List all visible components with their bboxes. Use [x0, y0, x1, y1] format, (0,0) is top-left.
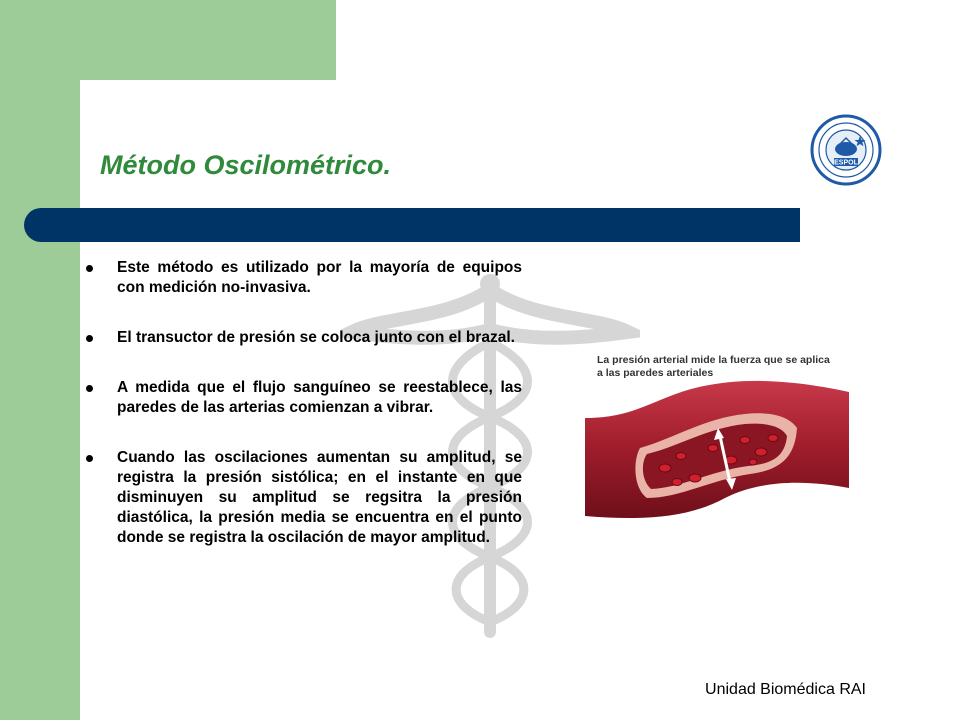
espol-seal-icon — [810, 114, 882, 186]
green-left-band — [0, 0, 80, 720]
list-item — [86, 378, 522, 418]
bullet-icon — [86, 455, 93, 462]
bullet-text: Este método es utilizado por la mayoría de equipos con medición no-invasiva. — [117, 259, 522, 296]
title-underline-bar — [24, 208, 800, 242]
bullet-icon — [86, 335, 93, 342]
slide-title: Método Oscilométrico. — [100, 150, 392, 180]
bullet-text: A medida que el flujo sanguíneo se reestablece, las paredes de las arterias comienzan a vibrar. — [117, 379, 522, 416]
footer-text: Unidad Biomédica RAI — [705, 681, 866, 698]
list-item — [86, 328, 522, 348]
logo-text: ESPOL — [834, 159, 858, 167]
list-item — [86, 448, 522, 548]
bullet-icon — [86, 385, 93, 392]
bullet-text: Cuando las oscilaciones aumentan su amplitud, se registra la presión sistólica; en el instante en que disminuyen su amplitud se regsitra la presión diastólica, la presión media se encuentra en el punto donde se registra la oscilación de mayor amplitud. — [117, 449, 522, 546]
bullet-icon — [86, 265, 93, 272]
bullet-list — [86, 258, 522, 578]
list-item — [86, 258, 522, 298]
figure-caption: La presión arterial mide la fuerza que se aplica a las paredes arteriales — [597, 354, 830, 379]
bullet-text: El transuctor de presión se coloca junto con el brazal. — [117, 329, 515, 346]
